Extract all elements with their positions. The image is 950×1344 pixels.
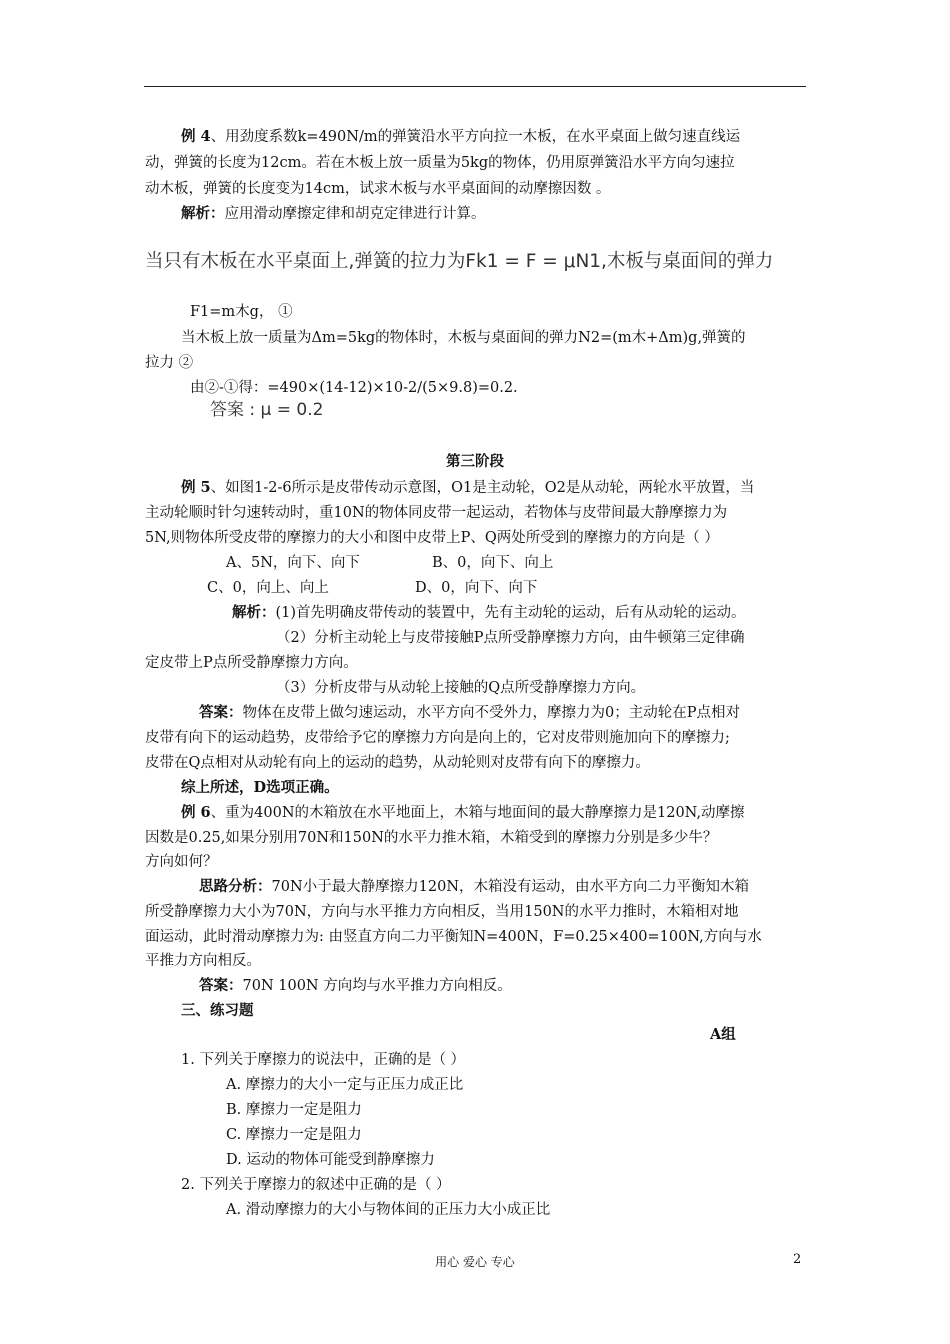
question-1-option-a: A. 摩擦力的大小一定与正压力成正比 [226, 1077, 464, 1093]
exercises-group-label: A组 [710, 1026, 736, 1043]
ex6-analysis-1-text: 70N小于最大静摩擦力120N，木箱没有运动，由水平方向二力平衡知木箱 [271, 879, 749, 895]
ex4-n2-line-a: 当木板上放一质量为Δm=5kg的物体时，木板与桌面间的弹力N2=(m木+Δm)g,弹簧的 [181, 330, 746, 346]
ex5-option-d: D、0，向下、向下 [415, 580, 538, 596]
ex6-analysis-3: 面运动，此时滑动摩擦力为: 由竖直方向二力平衡知N=400N，F=0.25×400=100N,方向与水 [145, 929, 762, 945]
ex5-line3: 5N,则物体所受皮带的摩擦力的大小和图中皮带上P、Q两处所受到的摩擦力的方向是（ ） [145, 530, 719, 546]
ex5-line1-text: 、如图1-2-6所示是皮带传动示意图，O1是主动轮，O2是从动轮，两轮水平放置，当 [210, 480, 755, 496]
ex5-answer-1 [199, 703, 740, 723]
ex5-analysis-label: 解析： [232, 604, 276, 621]
stage-title: 第三阶段 [446, 453, 504, 470]
ex4-line2: 动，弹簧的长度为12cm。若在木板上放一质量为5kg的物体，仍用原弹簧沿水平方向匀速拉 [145, 155, 735, 171]
ex5-line2: 主动轮顺时针匀速转动时，重10N的物体同皮带一起运动，若物体与皮带间最大静摩擦力为 [145, 505, 728, 521]
ex4-calc: 由②-①得：=490×(14-12)×10-2/(5×9.8)=0.2. [190, 380, 518, 396]
question-1-option-c: C. 摩擦力一定是阻力 [226, 1127, 362, 1143]
question-2-option-a: A. 滑动摩擦力的大小与物体间的正压力大小成正比 [226, 1202, 551, 1218]
ex5-conclusion: 综上所述，D选项正确。 [181, 779, 339, 796]
ex4-line3: 动木板，弹簧的长度变为14cm，试求木板与水平桌面间的动摩擦因数 。 [145, 181, 611, 197]
ex4-label: 例 4 [181, 128, 211, 145]
ex6-answer-label: 答案： [199, 977, 243, 994]
ex5-answer-2: 皮带有向下的运动趋势，皮带给予它的摩擦力方向是向上的，它对皮带则施加向下的摩擦力; [145, 730, 730, 746]
ex4-analysis-text: 应用滑动摩擦定律和胡克定律进行计算。 [224, 206, 486, 222]
question-2: 2. 下列关于摩擦力的叙述中正确的是（ ） [181, 1177, 451, 1193]
header-rule [144, 86, 806, 87]
page-number: 2 [793, 1252, 802, 1267]
ex6-line1-text: 、重为400N的木箱放在水平地面上，木箱与地面间的最大静摩擦力是120N,动摩擦 [210, 805, 745, 821]
ex4-analysis [181, 204, 486, 224]
ex6-line1 [181, 803, 745, 823]
ex4-analysis-label: 解析： [181, 205, 225, 222]
ex5-option-b: B、0，向下、向上 [432, 555, 554, 571]
ex6-answer-text: 70N 100N 方向均与水平推力方向相反。 [242, 978, 512, 994]
ex6-line2: 因数是0.25,如果分别用70N和150N的水平力推木箱，木箱受到的摩擦力分别是多少牛？ [145, 830, 718, 846]
ex6-label: 例 6 [181, 804, 211, 821]
ex4-answer: 答案 : μ = 0.2 [210, 400, 324, 420]
question-1-option-d: D. 运动的物体可能受到静摩擦力 [226, 1152, 435, 1168]
ex6-analysis-1 [199, 877, 749, 897]
ex6-analysis-2: 所受静摩擦力大小为70N，方向与水平推力方向相反，当用150N的水平力推时，木箱相对地 [145, 904, 739, 920]
ex5-analysis-1-text: (1)首先明确皮带传动的装置中，先有主动轮的运动，后有从动轮的运动。 [275, 605, 746, 621]
ex4-formula-line: 当只有木板在水平桌面上,弹簧的拉力为Fk1 = F = μN1,木板与桌面间的弹力 [145, 251, 774, 272]
ex5-option-a: A、5N，向下、向下 [226, 555, 360, 571]
ex5-analysis-2b: 定皮带上P点所受静摩擦力方向。 [145, 655, 358, 671]
page-footer: 用心 爱心 专心 [435, 1255, 515, 1269]
question-1: 1. 下列关于摩擦力的说法中，正确的是（ ） [181, 1052, 466, 1068]
ex6-answer [199, 976, 512, 996]
ex5-analysis-2a: （2）分析主动轮上与皮带接触P点所受静摩擦力方向，由牛顿第三定律确 [276, 630, 745, 646]
ex4-n2-line-b: 拉力 ② [145, 355, 194, 371]
ex4-f1-line: F1=m木g， ① [190, 304, 293, 320]
ex4-line1-text: 、用劲度系数k=490N/m的弹簧沿水平方向拉一木板，在水平桌面上做匀速直线运 [210, 129, 741, 145]
ex5-answer-1-text: 物体在皮带上做匀速运动，水平方向不受外力，摩擦力为0；主动轮在P点相对 [242, 705, 740, 721]
ex5-label: 例 5 [181, 479, 211, 496]
exercises-heading: 三、练习题 [181, 1002, 254, 1019]
ex5-option-c: C、0，向上、向上 [207, 580, 329, 596]
ex5-analysis-1 [232, 603, 746, 623]
ex5-line1 [181, 478, 754, 498]
ex4-line1 [181, 127, 740, 147]
ex5-answer-label: 答案： [199, 704, 243, 721]
ex6-analysis-label: 思路分析： [199, 878, 272, 895]
question-1-option-b: B. 摩擦力一定是阻力 [226, 1102, 362, 1118]
ex6-analysis-4: 平推力方向相反。 [145, 953, 261, 969]
ex5-answer-3: 皮带在Q点相对从动轮有向上的运动的趋势，从动轮则对皮带有向下的摩擦力。 [145, 755, 650, 771]
ex5-analysis-3: （3）分析皮带与从动轮上接触的Q点所受静摩擦力方向。 [276, 680, 646, 696]
ex6-line3: 方向如何？ [145, 854, 218, 870]
